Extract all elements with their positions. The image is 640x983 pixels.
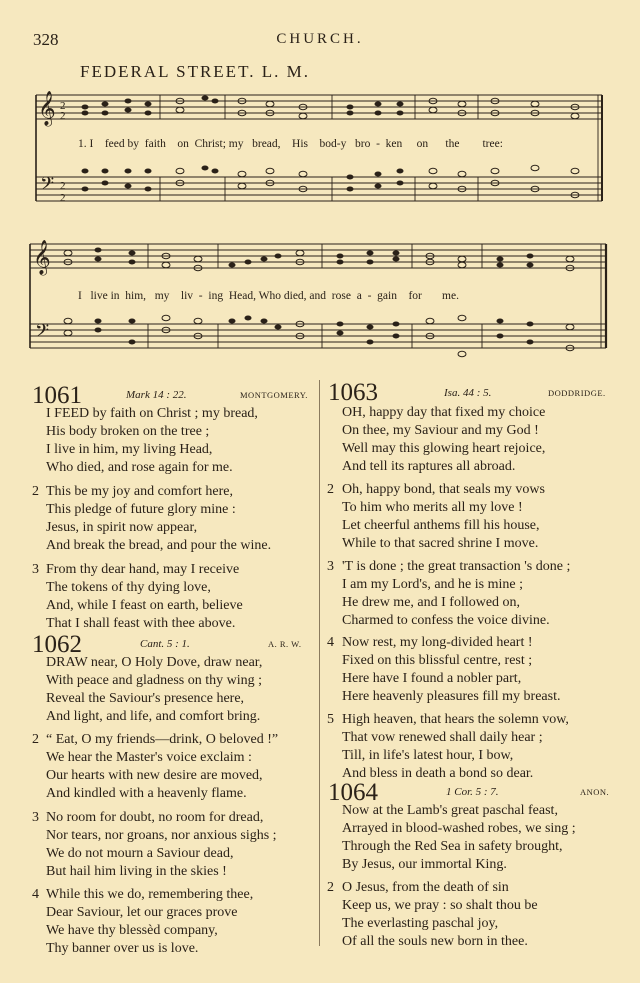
verse-line: Fixed on this blissful centre, rest ; [342, 653, 533, 668]
lyric-line-2 [78, 290, 459, 302]
verse-line: The tokens of thy dying love, [46, 580, 211, 595]
verse-line: Through the Red Sea in safety brought, [342, 839, 563, 854]
verse-line: Charmed to confess the voice divine. [342, 613, 550, 628]
lyric-syllable: feed by [104, 138, 140, 150]
svg-text:𝄢: 𝄢 [35, 321, 50, 346]
verse-line: We do not mourn a Saviour dead, [46, 846, 234, 861]
lyric-syllable: bread, [252, 138, 281, 150]
svg-text:𝄞: 𝄞 [33, 240, 51, 275]
verse-line: I FEED by faith on Christ ; my bread, [46, 406, 258, 421]
verse-line: And kindled with a heavenly flame. [46, 786, 247, 801]
scripture-reference: Cant. 5 : 1. [140, 638, 190, 650]
svg-text:𝄞: 𝄞 [38, 91, 56, 126]
verse-line: To him who merits all my love ! [342, 500, 523, 515]
verse-line: By Jesus, our immortal King. [342, 857, 507, 872]
lyric-syllable: faith [144, 138, 166, 150]
verse-number: 5 [327, 712, 334, 727]
svg-text:2: 2 [60, 110, 66, 122]
verse-line: While to that sacred shrine I move. [342, 536, 539, 551]
verse-line: And light, and life, and comfort bring. [46, 709, 261, 724]
lyric-syllable: 1. I [78, 138, 94, 150]
hymn-author: ANON. [580, 787, 610, 797]
verse-line: Thy banner over us is love. [46, 941, 199, 956]
lyric-syllable: ken [385, 138, 403, 150]
verse-line: Let cheerful anthems fill his house, [342, 518, 540, 533]
hymn-author: A. R. W. [268, 639, 302, 649]
verse-number: 2 [32, 484, 39, 499]
verse-line: That vow renewed shall daily hear ; [342, 730, 543, 745]
lyric-syllable: me. [442, 290, 459, 302]
lyric-syllable: Who died, and [258, 290, 327, 302]
lyric-syllable: live in [90, 290, 120, 302]
verse-line: High heaven, that hears the solemn vow, [342, 712, 569, 727]
verse-line: Who died, and rose again for me. [46, 460, 233, 475]
verse-line: “ Eat, O my friends—drink, O beloved !” [46, 732, 279, 747]
lyric-syllable: liv [180, 290, 194, 302]
verse-line: Reveal the Saviour's presence here, [46, 691, 245, 706]
lyric-syllable: tree: [482, 138, 503, 150]
lyric-syllable: - [198, 290, 203, 302]
lyric-syllable: on [416, 138, 429, 150]
verse-line: And break the bread, and pour the wine. [46, 538, 272, 553]
lyric-syllable: I [78, 290, 82, 302]
verse-number: 2 [32, 732, 39, 747]
svg-text:2: 2 [60, 192, 66, 204]
hymn-number: 1063 [328, 379, 378, 406]
running-head: CHURCH. [276, 31, 364, 47]
scripture-reference: 1 Cor. 5 : 7. [446, 786, 499, 798]
svg-text:2: 2 [60, 180, 66, 192]
lyric-syllable: Christ; my [194, 138, 244, 150]
verse-line: Arrayed in blood-washed robes, we sing ; [342, 821, 576, 836]
verse-line: Nor tears, nor groans, nor anxious sighs ; [46, 828, 277, 843]
hymn-number: 1062 [32, 631, 82, 658]
lyric-syllable: the [445, 138, 460, 150]
lyric-syllable: His [292, 138, 309, 150]
verse-line: DRAW near, O Holy Dove, draw near, [46, 655, 263, 670]
verse-line: Well may this glowing heart rejoice, [342, 441, 546, 456]
lyric-syllable: - [367, 290, 372, 302]
verse-number: 2 [327, 482, 334, 497]
hymn-number: 1061 [32, 382, 82, 409]
verse-line: O Jesus, from the death of sin [342, 880, 509, 895]
verse-line: Now rest, my long-divided heart ! [342, 635, 533, 650]
verse-line: On thee, my Saviour and my God ! [342, 423, 539, 438]
verse-number: 3 [32, 562, 39, 577]
verse-line: OH, happy day that fixed my choice [342, 405, 546, 420]
scripture-reference: Isa. 44 : 5. [444, 387, 492, 399]
lyric-syllable: rose [331, 290, 351, 302]
verse-number: 3 [327, 559, 334, 574]
verse-number: 2 [327, 880, 334, 895]
hymn-author: MONTGOMERY. [240, 390, 308, 400]
lyric-syllable: Head, [228, 290, 256, 302]
verse-line: But hail him living in the skies ! [46, 864, 227, 879]
lyric-syllable: on [177, 138, 189, 150]
music-system-1 [0, 85, 640, 215]
scripture-reference: Mark 14 : 22. [126, 389, 187, 401]
verse-line: And, while I feast on earth, believe [46, 598, 243, 613]
verse-line: No room for doubt, no room for dread, [46, 810, 264, 825]
verse-line: Till, in life's latest hour, I bow, [342, 748, 514, 763]
verse-line: This pledge of future glory mine : [46, 502, 236, 517]
lyric-syllable: - [376, 138, 380, 150]
column-divider [319, 380, 320, 946]
verse-line: And bless in death a bond so dear. [342, 766, 534, 781]
verse-line: The everlasting paschal joy, [342, 916, 499, 931]
verse-line: 'T is done ; the great transaction 's done ; [342, 559, 571, 574]
lyric-syllable: a [356, 290, 362, 302]
verse-line: With peace and gladness on thy wing ; [46, 673, 262, 688]
verse-number: 3 [32, 810, 39, 825]
verse-number: 4 [327, 635, 334, 650]
lyric-syllable: him, [125, 290, 147, 302]
hymn-number: 1064 [328, 779, 378, 806]
verse-line: Dear Saviour, let our graces prove [46, 905, 238, 920]
verse-line: From thy dear hand, may I receive [46, 562, 240, 577]
verse-line: And tell its raptures all abroad. [342, 459, 516, 474]
lyric-syllable: for [408, 290, 422, 302]
svg-text:2: 2 [60, 100, 66, 112]
verse-line: I am my Lord's, and he is mine ; [342, 577, 523, 592]
lyric-syllable: my [154, 290, 170, 302]
verse-line: Keep us, we pray : so shalt thou be [342, 898, 538, 913]
svg-text:𝄢: 𝄢 [40, 174, 55, 199]
lyric-syllable: bod-y [319, 138, 347, 150]
verse-line: Jesus, in spirit now appear, [46, 520, 198, 535]
verse-line: Our hearts with new desire are moved, [46, 768, 263, 783]
lyric-syllable: bro [354, 138, 371, 150]
verse-line: I live in him, my living Head, [46, 442, 213, 457]
verse-line: We hear the Master's voice exclaim : [46, 750, 252, 765]
verse-line: Now at the Lamb's great paschal feast, [342, 803, 558, 818]
lyric-syllable: gain [377, 290, 397, 302]
verse-line: He drew me, and I followed on, [342, 595, 521, 610]
lyric-syllable: ing [208, 290, 224, 302]
verse-number: 4 [32, 887, 39, 902]
lyric-line-1 [78, 138, 503, 150]
verse-line: His body broken on the tree ; [46, 424, 210, 439]
hymn-author: DODDRIDGE. [548, 388, 606, 398]
tune-title: FEDERAL STREET. L. M. [80, 62, 310, 81]
verse-line: Here have I found a nobler part, [342, 671, 522, 686]
verse-line: This be my joy and comfort here, [46, 484, 234, 499]
page-number: 328 [33, 30, 59, 49]
verse-line: That I shall feast with thee above. [46, 616, 236, 631]
verse-line: Of all the souls new born in thee. [342, 934, 528, 949]
verse-line: While this we do, remembering thee, [46, 887, 254, 902]
verse-line: Oh, happy bond, that seals my vows [342, 482, 545, 497]
verse-line: We have thy blessèd company, [46, 923, 218, 938]
verse-line: Here heavenly pleasures fill my breast. [342, 689, 561, 704]
